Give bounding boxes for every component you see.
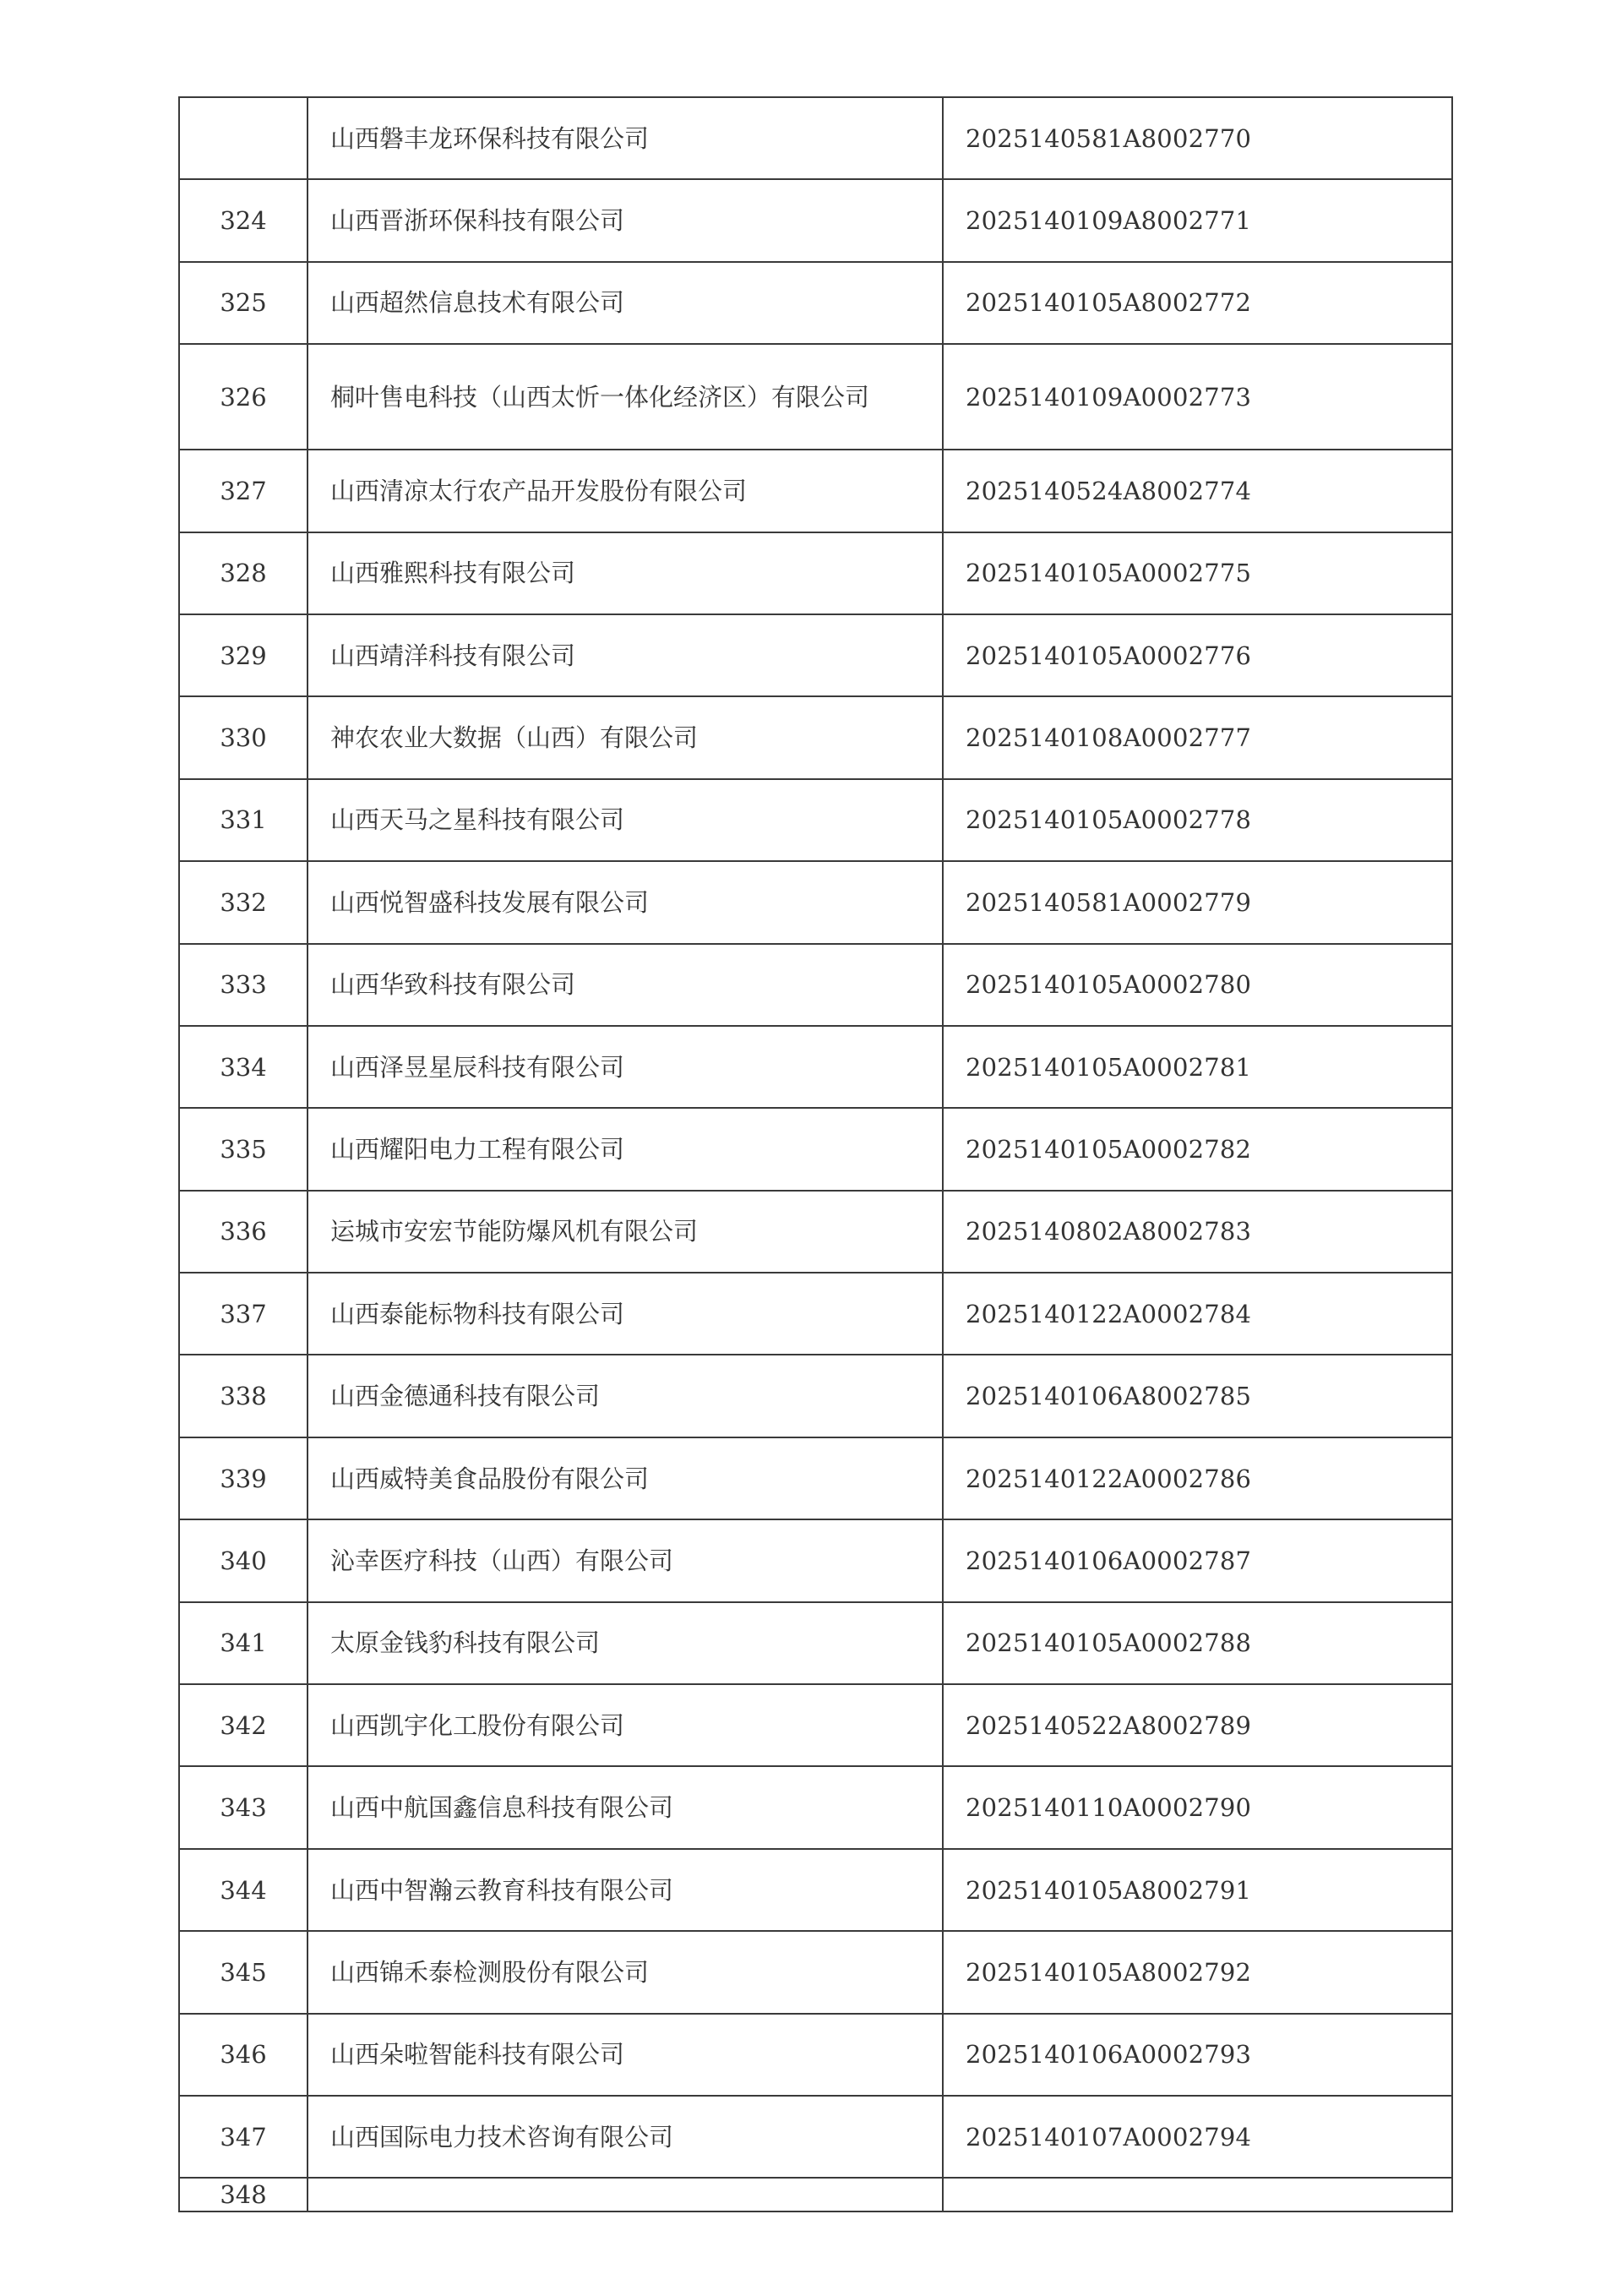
table-row [179, 1437, 1452, 1519]
company-name: 山西清凉太行农产品开发股份有限公司 [308, 450, 943, 532]
table-row [179, 2096, 1452, 2178]
table-row [179, 1602, 1452, 1684]
row-number: 341 [179, 1602, 308, 1684]
company-name: 山西天马之星科技有限公司 [308, 779, 943, 861]
registration-code: 2025140105A0002788 [943, 1602, 1452, 1684]
row-number: 343 [179, 1766, 308, 1848]
company-name: 山西耀阳电力工程有限公司 [308, 1108, 943, 1190]
row-number: 335 [179, 1108, 308, 1190]
row-number: 332 [179, 861, 308, 943]
row-number: 346 [179, 2014, 308, 2096]
row-number: 338 [179, 1355, 308, 1437]
registration-code: 2025140105A0002778 [943, 779, 1452, 861]
table-row [179, 97, 1452, 179]
table-row [179, 1766, 1452, 1848]
table-row [179, 614, 1452, 696]
registration-code: 2025140106A0002793 [943, 2014, 1452, 2096]
registration-code: 2025140802A8002783 [943, 1191, 1452, 1273]
company-name: 山西晋浙环保科技有限公司 [308, 179, 943, 261]
table-row [179, 696, 1452, 778]
registration-code: 2025140105A0002776 [943, 614, 1452, 696]
row-number: 330 [179, 696, 308, 778]
row-number: 347 [179, 2096, 308, 2178]
table-row [179, 1931, 1452, 2013]
company-name: 桐叶售电科技（山西太忻一体化经济区）有限公司 [308, 344, 943, 450]
table-row [179, 450, 1452, 532]
table-row [179, 344, 1452, 450]
registration-code: 2025140105A0002782 [943, 1108, 1452, 1190]
table-row [179, 861, 1452, 943]
table-row [179, 2014, 1452, 2096]
row-number: 324 [179, 179, 308, 261]
table-row [179, 2178, 1452, 2211]
row-number: 336 [179, 1191, 308, 1273]
registration-code: 2025140108A0002777 [943, 696, 1452, 778]
company-name: 山西泽昱星辰科技有限公司 [308, 1026, 943, 1108]
company-name: 山西泰能标物科技有限公司 [308, 1273, 943, 1355]
registration-code: 2025140105A0002781 [943, 1026, 1452, 1108]
registration-code: 2025140581A0002779 [943, 861, 1452, 943]
table-row [179, 532, 1452, 614]
table-row [179, 1684, 1452, 1766]
company-name: 山西凯宇化工股份有限公司 [308, 1684, 943, 1766]
company-name: 山西中航国鑫信息科技有限公司 [308, 1766, 943, 1848]
row-number: 342 [179, 1684, 308, 1766]
registration-code: 2025140105A8002791 [943, 1849, 1452, 1931]
company-name: 山西锦禾泰检测股份有限公司 [308, 1931, 943, 2013]
table-row [179, 1108, 1452, 1190]
registration-code: 2025140106A8002785 [943, 1355, 1452, 1437]
row-number: 326 [179, 344, 308, 450]
company-name: 山西雅熙科技有限公司 [308, 532, 943, 614]
table-row [179, 1026, 1452, 1108]
row-number: 339 [179, 1437, 308, 1519]
table-row [179, 779, 1452, 861]
table-row [179, 179, 1452, 261]
company-name: 山西靖洋科技有限公司 [308, 614, 943, 696]
row-number: 331 [179, 779, 308, 861]
table-row [179, 1519, 1452, 1601]
row-number: 328 [179, 532, 308, 614]
registration-code: 2025140105A0002775 [943, 532, 1452, 614]
row-number: 344 [179, 1849, 308, 1931]
company-name [308, 2178, 943, 2211]
registration-code [943, 2178, 1452, 2211]
company-name: 山西磐丰龙环保科技有限公司 [308, 97, 943, 179]
company-name: 沁幸医疗科技（山西）有限公司 [308, 1519, 943, 1601]
company-name: 运城市安宏节能防爆风机有限公司 [308, 1191, 943, 1273]
registration-code: 2025140581A8002770 [943, 97, 1452, 179]
table-row [179, 1849, 1452, 1931]
company-name: 山西朵啦智能科技有限公司 [308, 2014, 943, 2096]
company-name: 山西威特美食品股份有限公司 [308, 1437, 943, 1519]
row-number [179, 97, 308, 179]
registration-code: 2025140524A8002774 [943, 450, 1452, 532]
registration-code: 2025140522A8002789 [943, 1684, 1452, 1766]
company-name: 山西华致科技有限公司 [308, 944, 943, 1026]
table-row [179, 944, 1452, 1026]
company-name: 山西悦智盛科技发展有限公司 [308, 861, 943, 943]
row-number: 348 [179, 2178, 308, 2211]
registration-code: 2025140105A0002780 [943, 944, 1452, 1026]
registration-code: 2025140109A0002773 [943, 344, 1452, 450]
company-name: 山西中智瀚云教育科技有限公司 [308, 1849, 943, 1931]
row-number: 333 [179, 944, 308, 1026]
row-number: 334 [179, 1026, 308, 1108]
table-row [179, 1273, 1452, 1355]
company-name: 山西超然信息技术有限公司 [308, 262, 943, 344]
registration-code: 2025140105A8002772 [943, 262, 1452, 344]
company-name: 山西国际电力技术咨询有限公司 [308, 2096, 943, 2178]
registration-code: 2025140106A0002787 [943, 1519, 1452, 1601]
registration-code: 2025140107A0002794 [943, 2096, 1452, 2178]
company-registry-table [178, 96, 1453, 2212]
row-number: 325 [179, 262, 308, 344]
row-number: 329 [179, 614, 308, 696]
table-row [179, 1355, 1452, 1437]
table-row [179, 1191, 1452, 1273]
row-number: 345 [179, 1931, 308, 2013]
registration-code: 2025140109A8002771 [943, 179, 1452, 261]
row-number: 340 [179, 1519, 308, 1601]
row-number: 327 [179, 450, 308, 532]
company-name: 神农农业大数据（山西）有限公司 [308, 696, 943, 778]
company-name: 山西金德通科技有限公司 [308, 1355, 943, 1437]
registration-code: 2025140105A8002792 [943, 1931, 1452, 2013]
row-number: 337 [179, 1273, 308, 1355]
registration-code: 2025140110A0002790 [943, 1766, 1452, 1848]
registration-code: 2025140122A0002784 [943, 1273, 1452, 1355]
registration-code: 2025140122A0002786 [943, 1437, 1452, 1519]
company-name: 太原金钱豹科技有限公司 [308, 1602, 943, 1684]
table-row [179, 262, 1452, 344]
